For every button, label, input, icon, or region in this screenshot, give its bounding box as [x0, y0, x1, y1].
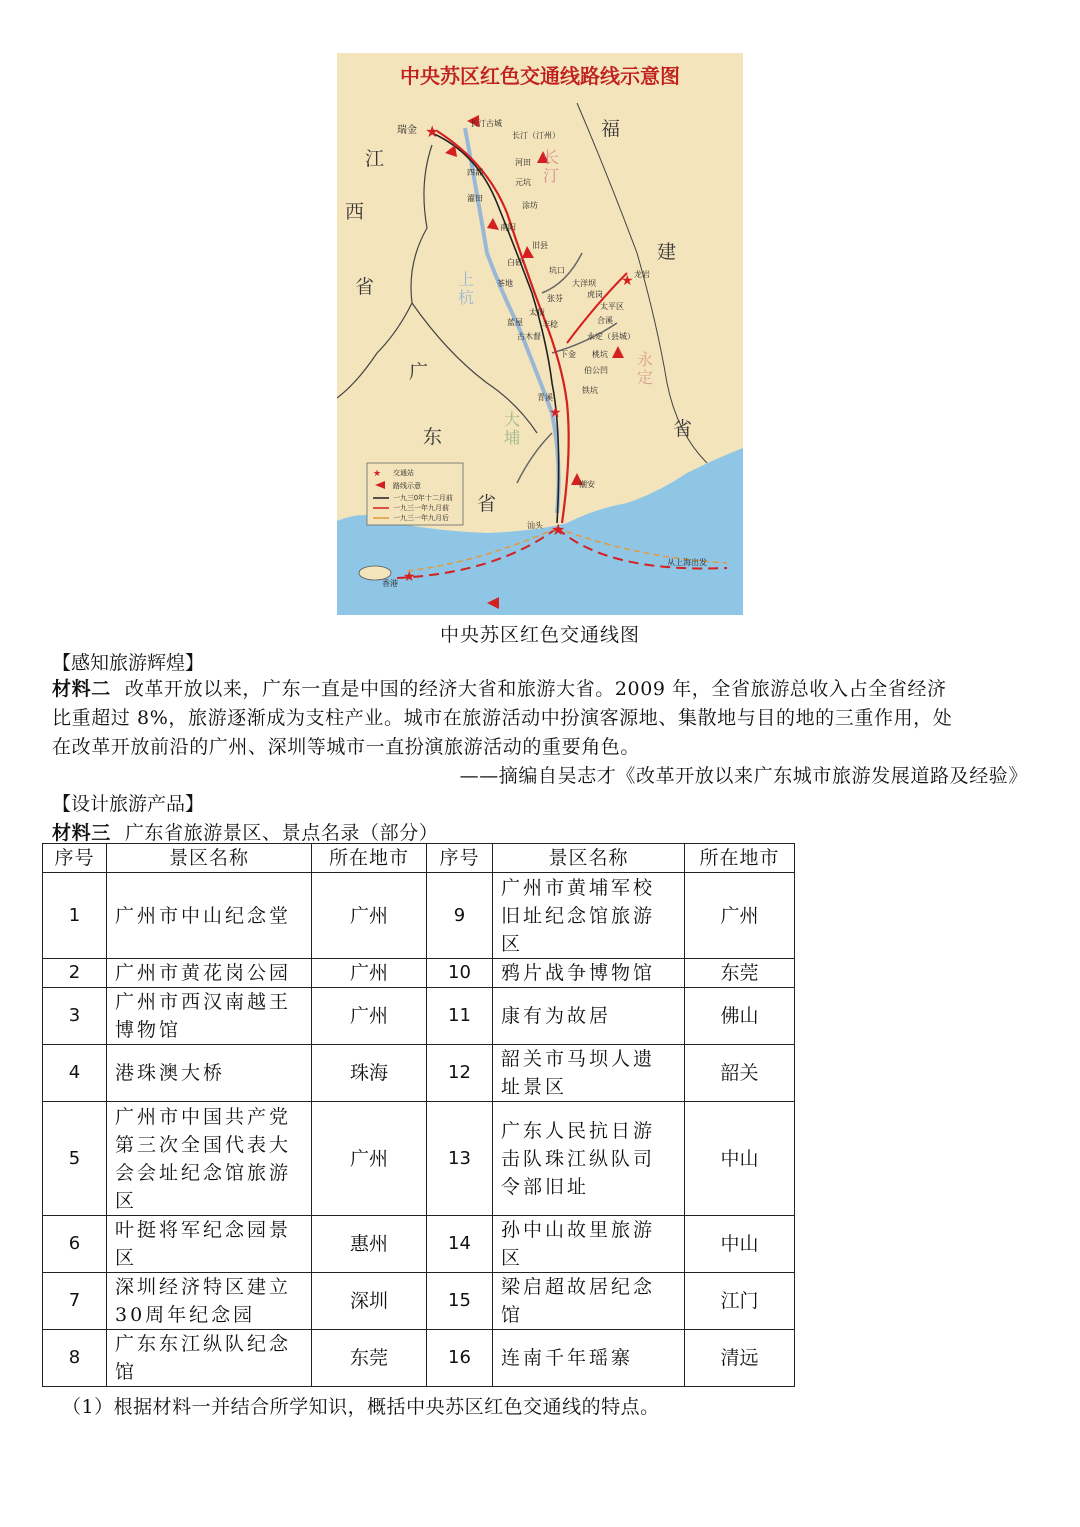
scenic-spots-table [42, 843, 795, 1387]
place-label: 瑞金 [397, 125, 417, 136]
island-hongkong [359, 566, 391, 580]
place-label: 香港 [382, 579, 398, 588]
table-cell: 深圳 [312, 1273, 427, 1330]
material2-line: 在改革开放前沿的广州、深圳等城市一直扮演旅游活动的重要角色。 [52, 736, 641, 758]
place-label: 长汀（汀州） [512, 131, 560, 140]
table-row [43, 1273, 795, 1330]
table-row [43, 988, 795, 1045]
section-heading-perceive: 【感知旅游辉煌】 [52, 652, 205, 674]
table-cell: 14 [427, 1216, 493, 1273]
place-label: 白砂 [507, 258, 523, 267]
material2-line: 比重超过 8%，旅游逐渐成为支柱产业。城市在旅游活动中扮演客源地、集散地与目的地的三重作用，处 [52, 707, 953, 729]
material2-text: 改革开放以来，广东一直是中国的经济大省和旅游大省。2009 年，全省旅游总收入占全省经济 [124, 678, 947, 700]
material3-title: 广东省旅游景区、景点名录（部分） [124, 822, 439, 844]
province-char: 省 [673, 419, 693, 440]
place-label: 太拔 [529, 308, 545, 317]
table-row [43, 1045, 795, 1102]
table-cell: 8 [43, 1330, 107, 1387]
table-cell: 13 [427, 1102, 493, 1216]
table-cell: 广州 [685, 873, 795, 959]
place-label: 蓝屋 [507, 318, 523, 327]
place-label: 河田 [515, 158, 531, 167]
table-header-row [43, 844, 795, 873]
legend-label: 路线示意 [393, 483, 421, 490]
table-header: 所在地市 [685, 844, 795, 873]
place-label: 永定（县城） [587, 332, 635, 341]
table-cell: 16 [427, 1330, 493, 1387]
table-cell: 广州市西汉南越王博物馆 [107, 988, 312, 1045]
table-cell: 深圳经济特区建立30周年纪念园 [107, 1273, 312, 1330]
table-cell: 广州市中国共产党第三次全国代表大会会址纪念馆旅游区 [107, 1102, 312, 1216]
river-char: 埔 [504, 430, 521, 447]
map-caption: 中央苏区红色交通线图 [439, 624, 640, 646]
table-cell: 康有为故居 [493, 988, 685, 1045]
table-cell: 孙中山故里旅游区 [493, 1216, 685, 1273]
table-cell: 广州 [312, 959, 427, 988]
river-char: 永 [637, 352, 654, 369]
legend-label: 一九三一年九月前 [393, 505, 449, 512]
table-cell: 佛山 [685, 988, 795, 1045]
map-title: 中央苏区红色交通线路线示意图 [400, 66, 680, 88]
table-cell: 4 [43, 1045, 107, 1102]
place-label: 元坑 [515, 178, 531, 187]
place-label: 太平区 [600, 302, 624, 311]
table-row [43, 1330, 795, 1387]
question-1: （1）根据材料一并结合所学知识，概括中央苏区红色交通线的特点。 [62, 1396, 660, 1418]
table-cell: 7 [43, 1273, 107, 1330]
province-char: 西 [345, 202, 365, 223]
place-label: 铁坑 [582, 386, 598, 395]
province-char: 省 [355, 277, 375, 298]
table-cell: 10 [427, 959, 493, 988]
river-char: 杭 [458, 290, 475, 307]
table-cell: 广州市中山纪念堂 [107, 873, 312, 959]
table-cell: 韶关市马坝人遗址景区 [493, 1045, 685, 1102]
place-label: 从上海出发 [667, 558, 707, 567]
province-char: 江 [365, 149, 385, 170]
table-cell: 1 [43, 873, 107, 959]
table-header: 所在地市 [312, 844, 427, 873]
place-label: 南阳 [500, 223, 516, 232]
table-header: 序号 [43, 844, 107, 873]
table-cell: 广州 [312, 988, 427, 1045]
table-row [43, 959, 795, 988]
table-cell: 6 [43, 1216, 107, 1273]
table-cell: 广州市黄埔军校旧址纪念馆旅游区 [493, 873, 685, 959]
river-char: 大 [504, 412, 521, 429]
table-cell: 2 [43, 959, 107, 988]
material2-source: ——摘编自吴志才《改革开放以来广东城市旅游发展道路及经验》 [459, 765, 1028, 787]
table-cell: 清远 [685, 1330, 795, 1387]
material2-label: 材料二 [52, 678, 111, 700]
legend-label: 交通站 [393, 470, 414, 477]
svg-text:★: ★ [403, 568, 416, 584]
table-cell: 连南千年瑶寨 [493, 1330, 685, 1387]
province-char: 建 [657, 242, 677, 263]
table-cell: 江门 [685, 1273, 795, 1330]
table-cell: 东莞 [312, 1330, 427, 1387]
river-char: 长 [543, 150, 560, 167]
table-row [43, 873, 795, 959]
table-cell: 广州 [312, 873, 427, 959]
place-label: 长汀古城 [470, 119, 502, 128]
red-route-map [337, 53, 743, 615]
svg-text:★: ★ [425, 124, 440, 141]
table-cell: 韶关 [685, 1045, 795, 1102]
table-cell: 中山 [685, 1216, 795, 1273]
table-cell: 中山 [685, 1102, 795, 1216]
place-label: 潮安 [579, 480, 595, 489]
table-cell: 广州市黄花岗公园 [107, 959, 312, 988]
place-label: 四都 [467, 168, 483, 177]
table-cell: 5 [43, 1102, 107, 1216]
table-row [43, 1216, 795, 1273]
river-char: 定 [637, 370, 654, 387]
place-label: 大洋坝 [572, 279, 596, 288]
river-char: 上 [458, 272, 475, 289]
section-heading-design: 【设计旅游产品】 [52, 793, 205, 815]
place-label: 茶地 [497, 279, 513, 288]
table-cell: 惠州 [312, 1216, 427, 1273]
legend-label: 一九三一年九月后 [393, 515, 449, 522]
place-label: 汕头 [527, 521, 543, 530]
place-label: 合溪 [597, 316, 613, 325]
table-cell: 港珠澳大桥 [107, 1045, 312, 1102]
table-cell: 广州 [312, 1102, 427, 1216]
table-cell: 梁启超故居纪念馆 [493, 1273, 685, 1330]
place-label: 虎岗 [587, 290, 603, 299]
province-char: 省 [477, 494, 497, 515]
legend-label: 一九三0年十二月前 [393, 495, 453, 502]
table-cell: 12 [427, 1045, 493, 1102]
province-char: 福 [601, 119, 621, 140]
material3-label: 材料三 [52, 822, 111, 844]
river-char: 汀 [543, 168, 560, 185]
svg-text:★: ★ [549, 404, 562, 420]
place-label: 伯公凹 [584, 366, 608, 375]
table-cell: 3 [43, 988, 107, 1045]
table-header: 景区名称 [493, 844, 685, 873]
table-cell: 9 [427, 873, 493, 959]
svg-text:★: ★ [551, 522, 566, 539]
place-label: 坑口 [549, 266, 565, 275]
place-label: 古木督 [517, 332, 541, 341]
table-header: 景区名称 [107, 844, 312, 873]
table-row [43, 1102, 795, 1216]
table-cell: 15 [427, 1273, 493, 1330]
place-label: 旧县 [532, 241, 548, 250]
table-cell: 鸦片战争博物馆 [493, 959, 685, 988]
table-cell: 广东人民抗日游击队珠江纵队司令部旧址 [493, 1102, 685, 1216]
table-cell: 叶挺将军纪念园景区 [107, 1216, 312, 1273]
table-cell: 广东东江纵队纪念馆 [107, 1330, 312, 1387]
svg-text:★: ★ [373, 468, 382, 478]
table-header: 序号 [427, 844, 493, 873]
place-label: 青溪 [537, 393, 553, 402]
map-legend [367, 463, 463, 525]
material3-title-line [52, 818, 438, 845]
place-label: 张芬 [547, 294, 563, 303]
place-label: 濯田 [467, 194, 483, 203]
place-label: 下金 [560, 350, 576, 359]
province-char: 广 [409, 362, 429, 383]
material2-paragraph [52, 675, 1032, 762]
place-label: 桃坑 [592, 350, 608, 359]
table-cell: 珠海 [312, 1045, 427, 1102]
place-label: 涂坊 [522, 201, 538, 210]
material2-line [52, 675, 1032, 704]
province-char: 东 [423, 427, 443, 448]
svg-text:★: ★ [621, 272, 634, 288]
place-label: 龙岩 [634, 270, 650, 279]
place-label: 丰稔 [542, 320, 558, 329]
table-cell: 东莞 [685, 959, 795, 988]
table-cell: 11 [427, 988, 493, 1045]
